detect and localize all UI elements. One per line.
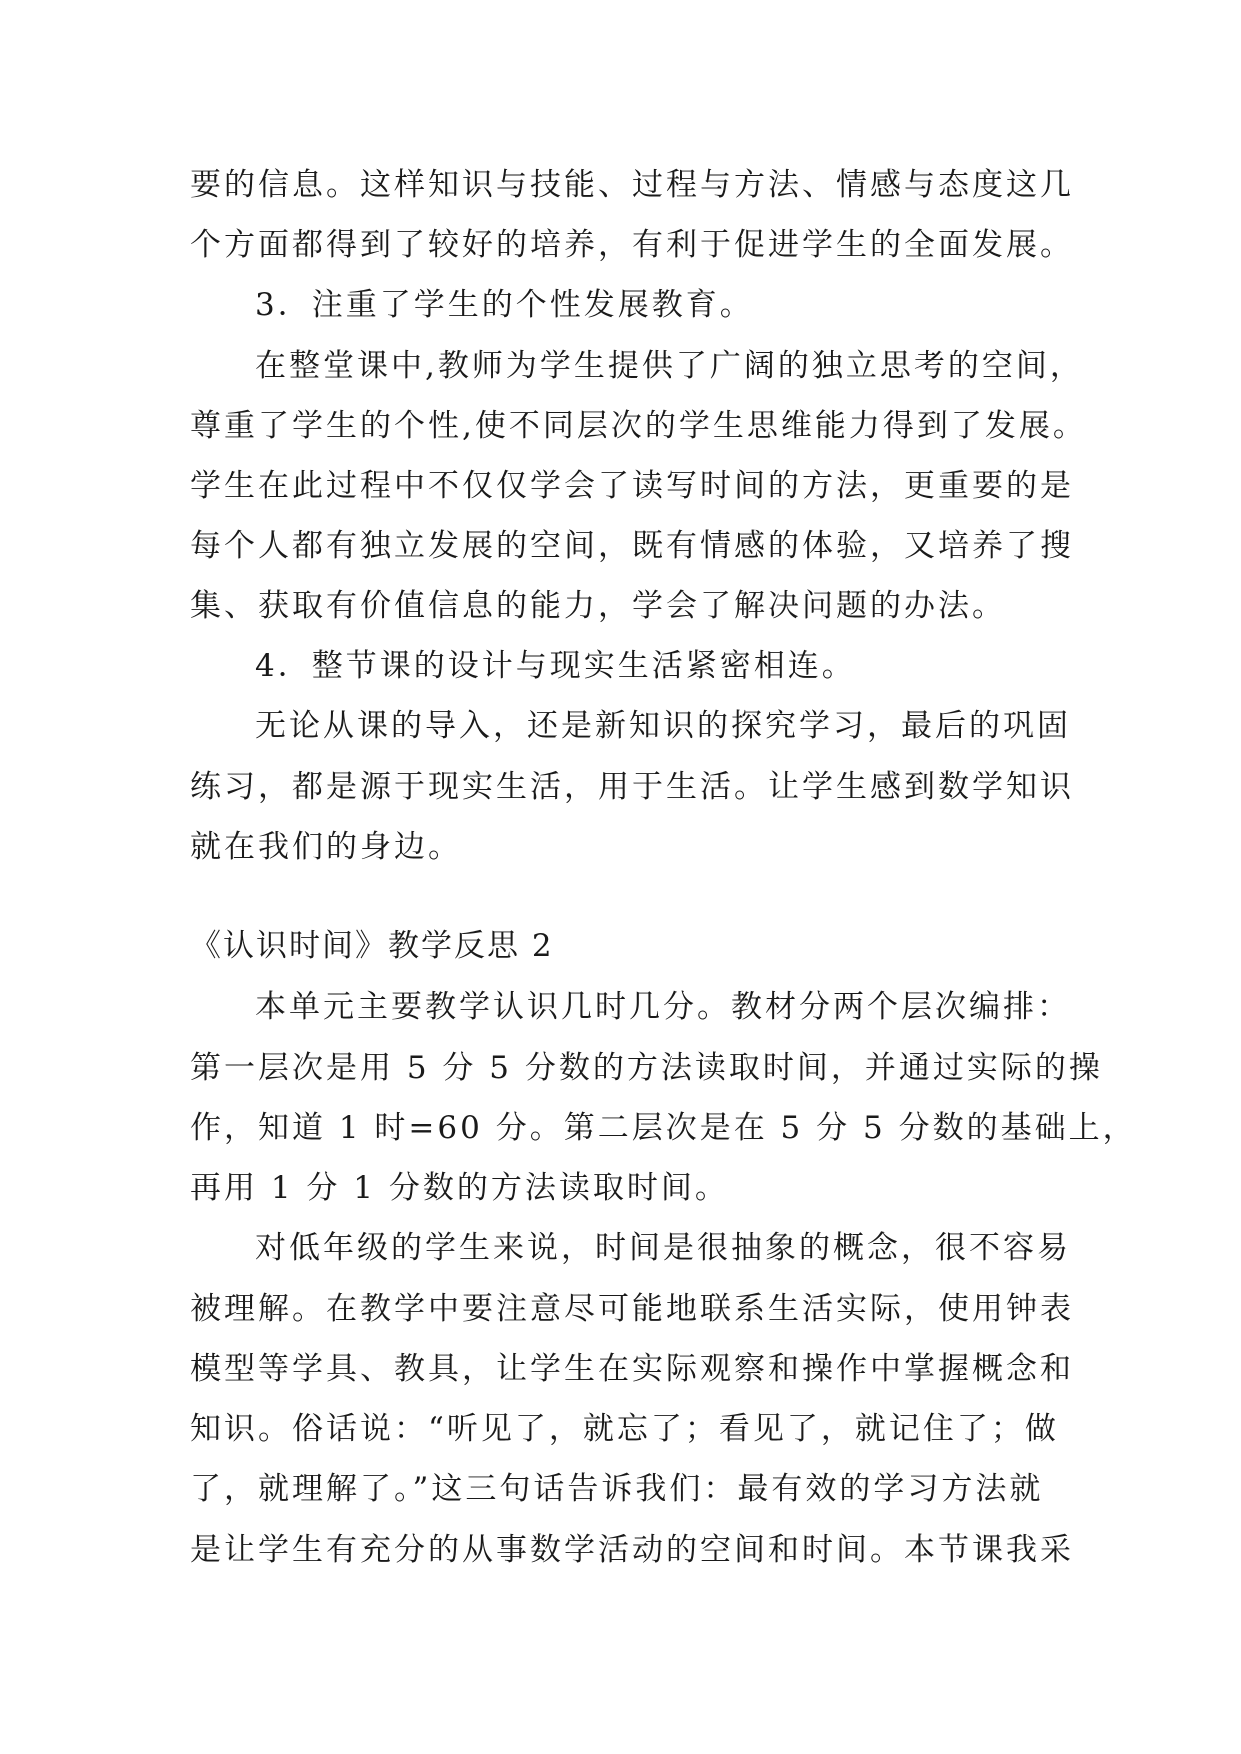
paragraph-line: 尊重了学生的个性,使不同层次的学生思维能力得到了发展。 <box>190 408 1087 444</box>
paragraph-line: 作，知道 1 时=60 分。第二层次是在 5 分 5 分数的基础上， <box>190 1110 1137 1146</box>
paragraph-line: 集、获取有价值信息的能力，学会了解决问题的办法。 <box>190 588 1006 624</box>
paragraph-line: 了，就理解了。”这三句话告诉我们：最有效的学习方法就 <box>190 1471 1044 1507</box>
section-title: 《认识时间》教学反思 2 <box>190 928 554 964</box>
paragraph-line: 模型等学具、教具，让学生在实际观察和操作中掌握概念和 <box>190 1351 1074 1387</box>
paragraph-line: 再用 1 分 1 分数的方法读取时间。 <box>190 1170 729 1206</box>
paragraph-line: 本单元主要教学认识几时几分。教材分两个层次编排： <box>255 989 1071 1025</box>
paragraph-line: 在整堂课中,教师为学生提供了广阔的独立思考的空间， <box>255 348 1084 384</box>
list-item-heading-3: 3．注重了学生的个性发展教育。 <box>255 287 754 323</box>
paragraph-line: 个方面都得到了较好的培养，有利于促进学生的全面发展。 <box>190 227 1074 263</box>
paragraph-line: 学生在此过程中不仅仅学会了读写时间的方法，更重要的是 <box>190 468 1074 504</box>
paragraph-line: 对低年级的学生来说，时间是很抽象的概念，很不容易 <box>255 1230 1071 1266</box>
paragraph-line: 是让学生有充分的从事数学活动的空间和时间。本节课我采 <box>190 1532 1074 1568</box>
paragraph-line: 被理解。在教学中要注意尽可能地联系生活实际，使用钟表 <box>190 1291 1074 1327</box>
paragraph-line: 每个人都有独立发展的空间，既有情感的体验，又培养了搜 <box>190 528 1074 564</box>
paragraph-line: 就在我们的身边。 <box>190 829 462 865</box>
paragraph-line: 知识。俗话说：“听见了，就忘了；看见了，就记住了；做 <box>190 1411 1059 1447</box>
paragraph-line: 要的信息。这样知识与技能、过程与方法、情感与态度这几 <box>190 167 1074 203</box>
paragraph-line: 练习，都是源于现实生活，用于生活。让学生感到数学知识 <box>190 769 1074 805</box>
paragraph-line: 第一层次是用 5 分 5 分数的方法读取时间，并通过实际的操 <box>190 1050 1103 1086</box>
paragraph-line: 无论从课的导入，还是新知识的探究学习，最后的巩固 <box>255 708 1071 744</box>
list-item-heading-4: 4．整节课的设计与现实生活紧密相连。 <box>255 648 856 684</box>
